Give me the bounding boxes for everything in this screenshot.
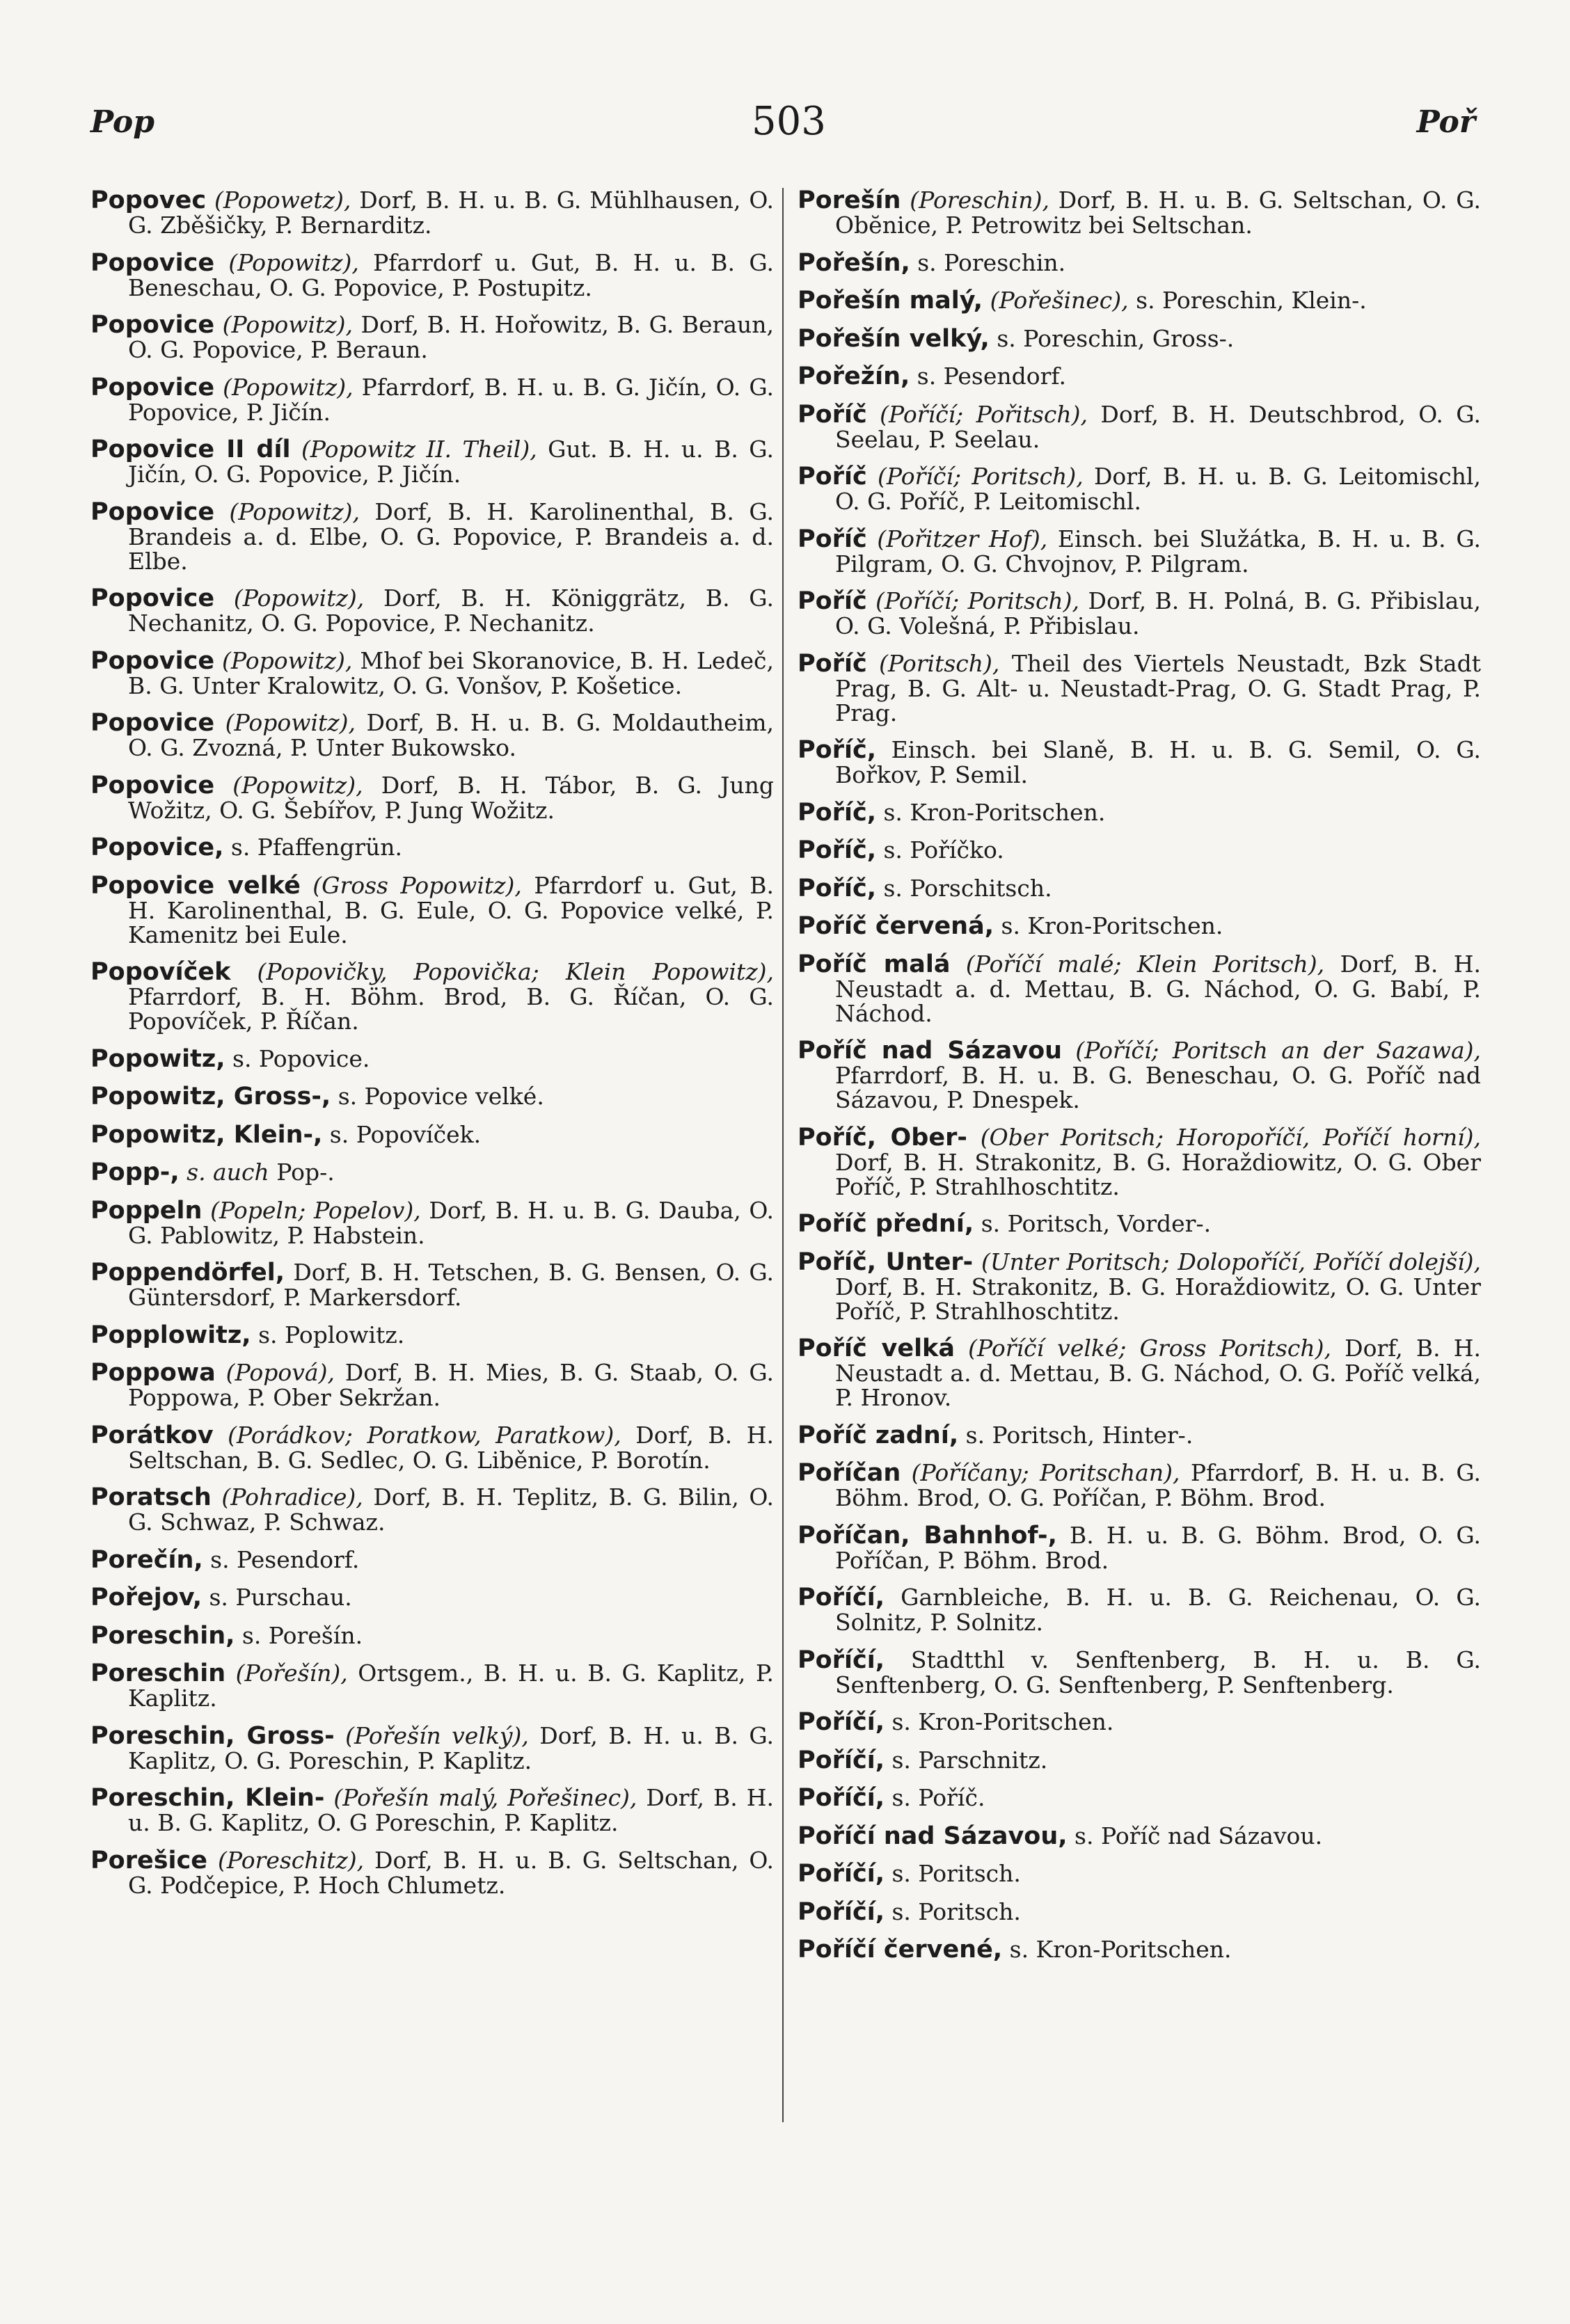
dictionary-entry bbox=[798, 1897, 1481, 1926]
dictionary-entry bbox=[798, 1824, 1481, 1849]
entry-variant: (Popowitz), bbox=[222, 311, 354, 338]
dictionary-entry bbox=[90, 1360, 774, 1410]
entry-text: Dorf, B. H. Seltschan, B. G. Sedlec, O. G. Liběnice, P. Borotín. bbox=[128, 1421, 774, 1474]
dictionary-entry bbox=[798, 914, 1481, 939]
dictionary-entry bbox=[798, 527, 1481, 576]
entry-headword: Poříčan bbox=[798, 1459, 901, 1487]
entry-headword: Poppendörfel, bbox=[90, 1259, 285, 1287]
entry-text: Dorf, B. H. Polná, B. G. Přibislau, O. G. Volešná, P. Přibislau. bbox=[835, 587, 1481, 639]
entry-headword: Porešín bbox=[798, 186, 901, 214]
entry-text: s. Poříčko. bbox=[876, 836, 1004, 863]
entry-variant: (Popowitz II. Theil), bbox=[301, 436, 537, 463]
entry-headword: Poříč bbox=[798, 463, 867, 491]
entry-text: s. Poplowitz. bbox=[251, 1321, 405, 1348]
entry-headword: Poppeln bbox=[90, 1196, 203, 1225]
dictionary-entry bbox=[90, 250, 774, 300]
entry-text: s. Poreschin, Klein-. bbox=[1128, 287, 1367, 314]
entry-headword: Poříč, Ober- bbox=[798, 1123, 967, 1152]
running-head-left: Pop bbox=[90, 104, 155, 140]
dictionary-entry bbox=[90, 312, 774, 362]
entry-text: s. Poritsch, Vorder-. bbox=[974, 1210, 1212, 1237]
entry-text: Dorf, B. H. Königgrätz, B. G. Nechanitz, O. G. Popovice, P. Nechanitz. bbox=[128, 584, 774, 637]
dictionary-entry bbox=[798, 364, 1481, 389]
entry-text: s. Poreschin. bbox=[910, 248, 1066, 276]
entry-text: Dorf, B. H. u. B. G. Mühlhausen, O. G. Zběšičky, P. Bernarditz. bbox=[128, 186, 774, 239]
dictionary-entry bbox=[798, 1125, 1481, 1199]
entry-headword: Poříč červená, bbox=[798, 912, 994, 940]
dictionary-entry bbox=[90, 1485, 774, 1534]
dictionary-entry bbox=[90, 710, 774, 760]
entry-text: Dorf, B. H. Strakonitz, B. G. Horaždiowitz, O. G. Ober Poříč, P. Strahlhoschtitz. bbox=[835, 1148, 1481, 1200]
entry-text: s. Kron-Poritschen. bbox=[876, 798, 1106, 826]
entry-headword: Poříčí, bbox=[798, 1897, 885, 1926]
entry-text: Pfarrdorf u. Gut, B. H. u. B. G. Beneschau, O. G. Popovice, P. Postupitz. bbox=[128, 248, 774, 301]
entry-text: B. H. u. B. G. Böhm. Brod, O. G. Poříčan, P. Böhm. Brod. bbox=[835, 1521, 1481, 1574]
entry-headword: Poreschin, bbox=[90, 1621, 235, 1650]
dictionary-entry bbox=[798, 838, 1481, 863]
entry-variant: (Popeln; Popelov), bbox=[210, 1196, 421, 1224]
entry-headword: Popplowitz, bbox=[90, 1321, 251, 1349]
entry-variant: (Poříčany; Poritschan), bbox=[911, 1459, 1180, 1486]
dictionary-entry bbox=[798, 250, 1481, 276]
entry-headword: Popovice bbox=[90, 498, 215, 526]
entry-text: Dorf, B. H. u. B. G. Kaplitz, O. G. Poreschin, P. Kaplitz. bbox=[128, 1721, 774, 1774]
entry-text: s. Popovice velké. bbox=[331, 1083, 544, 1110]
entry-text: s. Pesendorf. bbox=[203, 1545, 360, 1573]
entry-text: s. Kron-Poritschen. bbox=[1002, 1936, 1232, 1963]
right-column bbox=[798, 188, 1481, 1975]
entry-text: Dorf, B. H. Tábor, B. G. Jung Wožitz, O. G. Šebířov, P. Jung Wožitz. bbox=[128, 771, 774, 824]
entry-text: Dorf, B. H. u. B. G. Seltschan, O. G. Podčepice, P. Hoch Chlumetz. bbox=[128, 1846, 774, 1899]
entry-variant: (Popowitz), bbox=[233, 584, 365, 612]
dictionary-entry bbox=[798, 1861, 1481, 1886]
entry-variant: (Unter Poritsch; Dolopoříčí, Poříčí dolejší), bbox=[981, 1248, 1482, 1275]
dictionary-entry bbox=[798, 1748, 1481, 1773]
entry-headword: Popovíček bbox=[90, 958, 231, 986]
dictionary-entry bbox=[798, 1423, 1481, 1448]
entry-text: Dorf, B. H. Tetschen, B. G. Bensen, O. G. Güntersdorf, P. Markersdorf. bbox=[128, 1259, 774, 1311]
entry-text: Dorf, B. H. Mies, B. G. Staab, O. G. Poppowa, P. Ober Sekržan. bbox=[128, 1359, 774, 1411]
dictionary-entry bbox=[90, 1198, 774, 1248]
dictionary-entry bbox=[90, 1260, 774, 1310]
entry-variant: (Popowitz), bbox=[229, 498, 360, 525]
entry-text: Stadtthl v. Senftenberg, B. H. u. B. G. Senftenberg, O. G. Senftenberg, P. Senftenberg. bbox=[835, 1646, 1481, 1698]
entry-headword: Pořešín malý, bbox=[798, 287, 983, 315]
entry-headword: Poříč velká bbox=[798, 1335, 955, 1362]
entry-text: Einsch. bei Slaně, B. H. u. B. G. Semil, O. G. Bořkov, P. Semil. bbox=[835, 736, 1481, 788]
entry-headword: Popovice bbox=[90, 709, 215, 737]
entry-text: Pfarrdorf, B. H. Böhm. Brod, B. G. Říčan, O. G. Popovíček, P. Říčan. bbox=[128, 983, 774, 1035]
entry-headword: Poříčan, Bahnhof-, bbox=[798, 1521, 1057, 1550]
entry-headword: Poříč bbox=[798, 649, 867, 678]
entry-text: Garnbleiche, B. H. u. B. G. Reichenau, O. G. Solnitz, P. Solnitz. bbox=[835, 1584, 1481, 1636]
entry-text: Dorf, B. H. Karolinenthal, B. G. Brandeis a. d. Elbe, O. G. Popovice, P. Brandeis a. d. Elbe. bbox=[128, 498, 774, 575]
entry-headword: Poříč zadní, bbox=[798, 1421, 959, 1449]
dictionary-entry bbox=[798, 1585, 1481, 1634]
entry-variant: (Poritsch), bbox=[879, 649, 1000, 677]
entry-text: s. Porešín. bbox=[235, 1621, 363, 1649]
dictionary-entry bbox=[90, 1585, 774, 1610]
entry-text: Einsch. bei Služátka, B. H. u. B. G. Pilgram, O. G. Chvojnov, P. Pilgram. bbox=[835, 525, 1481, 578]
dictionary-entry bbox=[798, 188, 1481, 237]
entry-variant: (Popowetz), bbox=[214, 186, 351, 214]
entry-text: Pfarrdorf, B. H. u. B. G. Jičín, O. G. Popovice, P. Jičín. bbox=[128, 373, 774, 426]
entry-variant: (Pohradice), bbox=[221, 1483, 363, 1511]
dictionary-entry bbox=[798, 651, 1481, 725]
dictionary-entry bbox=[90, 188, 774, 237]
entry-headword: Popp-, bbox=[90, 1159, 180, 1186]
entry-text: Dorf, B. H. u. B. G. Seltschan, O. G. Obĕnice, P. Petrowitz bei Seltschan. bbox=[835, 186, 1481, 239]
entry-text: s. Purschau. bbox=[202, 1584, 352, 1611]
entry-headword: Poříč přední, bbox=[798, 1210, 974, 1238]
entry-variant: (Porádkov; Poratkow, Paratkow), bbox=[228, 1421, 621, 1449]
dictionary-entry bbox=[798, 464, 1481, 514]
dictionary-entry bbox=[798, 1250, 1481, 1323]
entry-headword: Popovice bbox=[90, 646, 215, 675]
entry-variant: (Popowitz), bbox=[222, 646, 353, 674]
dictionary-entry bbox=[798, 952, 1481, 1026]
entry-headword: Poreschin, Gross- bbox=[90, 1721, 335, 1750]
entry-variant: (Poreschitz), bbox=[217, 1846, 365, 1874]
dictionary-entry bbox=[798, 402, 1481, 452]
dictionary-entry bbox=[90, 773, 774, 822]
entry-variant: s. auch bbox=[187, 1159, 269, 1186]
entry-variant: (Pořešinec), bbox=[990, 287, 1129, 314]
entry-text: Gut. B. H. u. B. G. Jičín, O. G. Popovice, P. Jičín. bbox=[128, 436, 774, 488]
entry-headword: Popovice II díl bbox=[90, 436, 291, 463]
entry-text: Dorf, B. H. Neustadt a. d. Mettau, B. G. Náchod, O. G. Poříč velká, P. Hronov. bbox=[835, 1335, 1481, 1411]
entry-text: Dorf, B. H. u. B. G. Dauba, O. G. Pablowitz, P. Habstein. bbox=[128, 1196, 775, 1249]
entry-headword: Poříčí nad Sázavou, bbox=[798, 1822, 1068, 1850]
entry-variant: (Poříčí; Poritsch an der Sazawa), bbox=[1075, 1037, 1481, 1064]
entry-text: s. Pesendorf. bbox=[910, 363, 1066, 390]
dictionary-entry bbox=[90, 1547, 774, 1573]
entry-headword: Popowitz, Gross-, bbox=[90, 1083, 331, 1111]
entry-headword: Poreschin, Klein- bbox=[90, 1784, 325, 1812]
dictionary-entry bbox=[90, 375, 774, 424]
entry-text: Pop-. bbox=[269, 1159, 335, 1186]
entry-variant: (Pořitzer Hof), bbox=[877, 525, 1048, 552]
left-column bbox=[90, 188, 774, 1910]
entry-variant: (Popowitz), bbox=[228, 248, 359, 276]
entry-variant: (Popowitz), bbox=[223, 373, 354, 401]
entry-headword: Popovice bbox=[90, 373, 215, 401]
dictionary-entry bbox=[798, 738, 1481, 787]
entry-headword: Poříčí, bbox=[798, 1646, 885, 1674]
dictionary-entry bbox=[798, 1461, 1481, 1510]
entry-text: Dorf, B. H. Deutschbrod, O. G. Seelau, P. Seelau. bbox=[835, 400, 1481, 453]
entry-headword: Porátkov bbox=[90, 1421, 214, 1449]
entry-headword: Poříč bbox=[798, 525, 867, 553]
entry-text: s. Poříč nad Sázavou. bbox=[1067, 1822, 1323, 1849]
dictionary-entry bbox=[90, 1721, 774, 1774]
entry-text: s. Poritsch. bbox=[885, 1897, 1021, 1925]
entry-text: s. Popovíček. bbox=[322, 1120, 482, 1148]
entry-variant: (Pořešín velký), bbox=[345, 1721, 529, 1749]
dictionary-entry bbox=[798, 1937, 1481, 1962]
entry-text: Theil des Viertels Neustadt, Bzk Stadt Prag, B. G. Alt- u. Neustadt-Prag, O. G. Stadt Prag, P. Prag. bbox=[835, 649, 1481, 726]
page-number: 503 bbox=[752, 99, 826, 144]
entry-headword: Popovec bbox=[90, 186, 207, 214]
dictionary-entry bbox=[90, 586, 774, 635]
entry-variant: (Poříčí malé; Klein Poritsch), bbox=[965, 950, 1325, 978]
entry-variant: (Poříčí; Poritsch), bbox=[875, 587, 1080, 614]
entry-text: Pfarrdorf u. Gut, B. H. Karolinenthal, B. G. Eule, O. G. Popovice velké, P. Kamenitz bei Eule. bbox=[128, 871, 775, 948]
entry-headword: Poppowa bbox=[90, 1359, 216, 1387]
entry-headword: Poříčí, bbox=[798, 1860, 885, 1888]
dictionary-entry bbox=[90, 500, 774, 573]
entry-text: s. Porschitsch. bbox=[876, 874, 1052, 902]
entry-headword: Poříč, bbox=[798, 736, 876, 764]
dictionary-entry bbox=[798, 1211, 1481, 1236]
entry-headword: Popovice bbox=[90, 311, 215, 339]
entry-text: Dorf, B. H. u. B. G. Leitomischl, O. G. Poříč, P. Leitomischl. bbox=[835, 463, 1481, 515]
entry-headword: Poříčí, bbox=[798, 1584, 885, 1611]
entry-text: s. Popovice. bbox=[225, 1044, 370, 1072]
entry-variant: (Pořešín), bbox=[235, 1660, 348, 1687]
entry-text: s. Poritsch. bbox=[885, 1860, 1021, 1887]
entry-headword: Poříč bbox=[798, 587, 867, 615]
entry-headword: Popovice velké bbox=[90, 871, 301, 900]
entry-text: Dorf, B. H. Strakonitz, B. G. Horaždiowitz, O. G. Unter Poříč, P. Strahlhoschtitz. bbox=[835, 1273, 1481, 1325]
dictionary-entry bbox=[798, 1336, 1481, 1410]
entry-headword: Poříč, bbox=[798, 798, 876, 827]
dictionary-entry bbox=[798, 1648, 1481, 1697]
entry-variant: (Popowitz), bbox=[225, 709, 356, 736]
dictionary-entry bbox=[798, 1710, 1481, 1735]
dictionary-entry bbox=[90, 1084, 774, 1109]
entry-headword: Popovice bbox=[90, 771, 215, 799]
entry-headword: Poreschin bbox=[90, 1660, 226, 1687]
dictionary-entry bbox=[90, 1046, 774, 1072]
dictionary-entry bbox=[90, 1848, 774, 1897]
entry-headword: Popowitz, bbox=[90, 1044, 225, 1073]
entry-headword: Popovice bbox=[90, 584, 215, 612]
entry-text: s. Poreschin, Gross-. bbox=[989, 324, 1235, 352]
dictionary-entry bbox=[90, 960, 774, 1033]
entry-headword: Popovice bbox=[90, 248, 215, 277]
dictionary-entry bbox=[90, 437, 774, 486]
entry-variant: (Pořešín malý, Pořešinec), bbox=[333, 1784, 637, 1811]
dictionary-entry bbox=[90, 1423, 774, 1472]
dictionary-entry bbox=[798, 876, 1481, 901]
dictionary-entry bbox=[90, 1122, 774, 1147]
entry-text: Dorf, B. H. u. B. G. Kaplitz, O. G Poreschin, P. Kaplitz. bbox=[128, 1784, 775, 1836]
running-head-right: Poř bbox=[1416, 104, 1475, 140]
entry-variant: (Ober Poritsch; Horopoříčí, Poříčí horní), bbox=[980, 1123, 1481, 1151]
dictionary-entry bbox=[798, 1785, 1481, 1810]
dictionary-entry bbox=[90, 1785, 774, 1835]
column-divider bbox=[782, 188, 784, 2122]
entry-variant: (Popowitz), bbox=[232, 771, 363, 799]
dictionary-entry bbox=[90, 873, 774, 947]
dictionary-entry bbox=[90, 1323, 774, 1348]
dictionary-entry bbox=[798, 326, 1481, 351]
entry-text: Ortsgem., B. H. u. B. G. Kaplitz, P. Kaplitz. bbox=[128, 1660, 774, 1712]
entry-headword: Poříč malá bbox=[798, 950, 951, 978]
entry-variant: (Poříčí; Poritsch), bbox=[877, 463, 1084, 490]
entry-headword: Poratsch bbox=[90, 1483, 212, 1511]
entry-text: s. Poříč. bbox=[885, 1784, 985, 1811]
entry-text: s. Poritsch, Hinter-. bbox=[958, 1421, 1194, 1449]
entry-text: s. Pfaffengrün. bbox=[223, 834, 403, 861]
entry-variant: (Gross Popowitz), bbox=[312, 871, 522, 899]
entry-headword: Poříčí, bbox=[798, 1746, 885, 1774]
entry-headword: Pořežín, bbox=[798, 363, 910, 390]
dictionary-entry bbox=[798, 589, 1481, 638]
entry-headword: Poříč, bbox=[798, 836, 876, 864]
entry-text: Pfarrdorf, B. H. u. B. G. Böhm. Brod, O. G. Poříčan, P. Böhm. Brod. bbox=[835, 1459, 1481, 1511]
dictionary-entry bbox=[90, 1623, 774, 1648]
entry-text: s. Parschnitz. bbox=[885, 1746, 1048, 1774]
dictionary-entry bbox=[798, 1523, 1481, 1573]
page-header bbox=[84, 99, 1489, 153]
dictionary-entry bbox=[90, 835, 774, 860]
entry-headword: Poříč, Unter- bbox=[798, 1248, 974, 1276]
entry-headword: Pořešín velký, bbox=[798, 324, 990, 353]
entry-headword: Porečín, bbox=[90, 1545, 203, 1574]
dictionary-entry bbox=[798, 800, 1481, 825]
entry-variant: (Poreschin), bbox=[910, 186, 1049, 214]
entry-headword: Poříčí, bbox=[798, 1708, 885, 1736]
entry-headword: Pořešín, bbox=[798, 248, 910, 277]
entry-text: Dorf, B. H. Hořowitz, B. G. Beraun, O. G. Popovice, P. Beraun. bbox=[128, 311, 774, 363]
entry-headword: Poříč, bbox=[798, 874, 876, 902]
entry-text: Pfarrdorf, B. H. u. B. G. Beneschau, O. G. Poříč nad Sázavou, P. Dnespek. bbox=[835, 1062, 1481, 1113]
entry-text: s. Kron-Poritschen. bbox=[885, 1708, 1114, 1735]
entry-variant: (Popovičky, Popovička; Klein Popowitz), bbox=[257, 958, 774, 985]
entry-headword: Poříčí, bbox=[798, 1784, 885, 1812]
entry-headword: Poříč bbox=[798, 400, 867, 429]
dictionary-entry bbox=[798, 288, 1481, 313]
entry-headword: Popovice, bbox=[90, 834, 224, 861]
dictionary-entry bbox=[90, 1160, 774, 1185]
entry-variant: (Popová), bbox=[225, 1359, 335, 1386]
dictionary-entry bbox=[798, 1038, 1481, 1112]
entry-text: Dorf, B. H. u. B. G. Moldautheim, O. G. Zvozná, P. Unter Bukowsko. bbox=[128, 709, 774, 761]
dictionary-entry bbox=[90, 1661, 774, 1710]
entry-headword: Porešice bbox=[90, 1846, 208, 1875]
entry-text: s. Kron-Poritschen. bbox=[994, 912, 1223, 939]
entry-headword: Poříč nad Sázavou bbox=[798, 1037, 1063, 1065]
entry-variant: (Poříčí; Pořitsch), bbox=[880, 400, 1088, 428]
dictionary-entry bbox=[90, 648, 774, 698]
entry-variant: (Poříčí velké; Gross Poritsch), bbox=[968, 1335, 1332, 1362]
entry-text: Dorf, B. H. Neustadt a. d. Mettau, B. G. Náchod, O. G. Babí, P. Náchod. bbox=[835, 950, 1482, 1027]
entry-headword: Poříčí červené, bbox=[798, 1936, 1003, 1964]
entry-headword: Pořejov, bbox=[90, 1584, 202, 1611]
entry-text: Dorf, B. H. Teplitz, B. G. Bilin, O. G. Schwaz, P. Schwaz. bbox=[128, 1483, 774, 1536]
entry-headword: Popowitz, Klein-, bbox=[90, 1120, 323, 1149]
entry-text: Mhof bei Skoranovice, B. H. Ledeč, B. G. Unter Kralowitz, O. G. Vonšov, P. Košetice. bbox=[128, 646, 774, 699]
